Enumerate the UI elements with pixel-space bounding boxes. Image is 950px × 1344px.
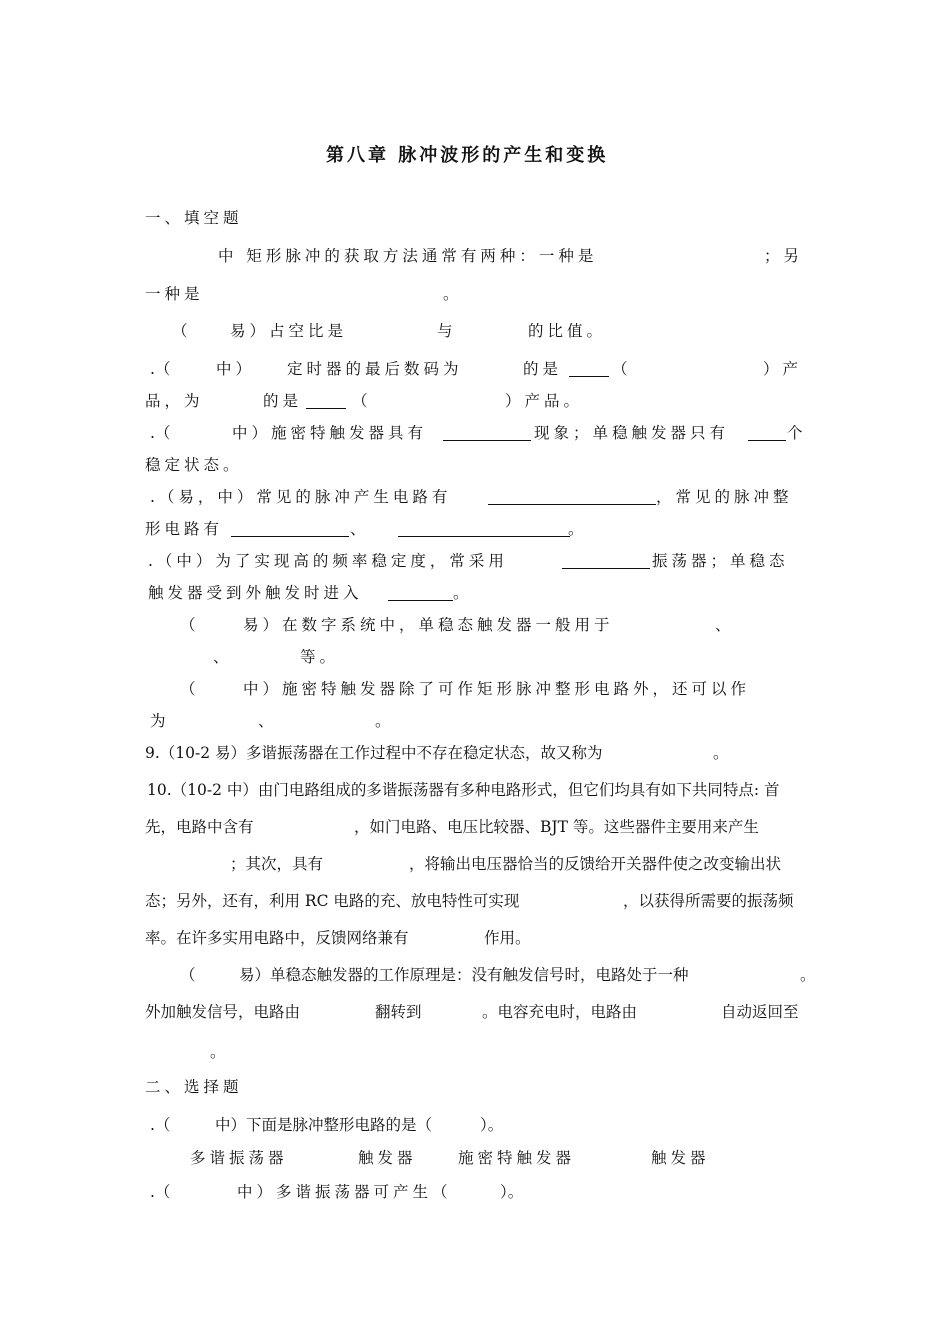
blank <box>388 585 453 601</box>
choice-q1-option-b: 触发器 <box>358 1149 417 1167</box>
fill-line-19a: ；其次，具有 <box>230 855 324 873</box>
fill-line-6a: .（ <box>150 424 171 442</box>
fill-line-11a: 触发器受到外触发时进入 <box>148 584 363 602</box>
fill-line-20a: 态；另外，还有，利用 RC 电路的充、放电特性可实现 <box>145 892 520 910</box>
blank <box>443 425 531 441</box>
blank <box>488 489 656 505</box>
fill-line-13b: 等。 <box>300 648 340 666</box>
fill-line-15c: 。 <box>375 712 391 730</box>
section-heading-choice: 二、选择题 <box>145 1078 243 1096</box>
blank <box>562 553 650 569</box>
fill-line-22b: 易）单稳态触发器的工作原理是：没有触发信号时，电路处于一种 <box>239 966 689 984</box>
fill-line-18a: 先，电路中含有 <box>145 818 254 836</box>
choice-q2b: 中）多谐振荡器可产生（ <box>237 1183 452 1201</box>
fill-line-4a: .（ <box>150 360 171 378</box>
fill-line-4c: 定时器的最后数码为 <box>287 360 463 378</box>
fill-line-6d: 个 <box>787 424 803 442</box>
fill-line-23b: 翻转到 <box>375 1003 422 1021</box>
fill-line-14b: 中）施密特触发器除了可作矩形脉冲整形电路外，还可以作 <box>243 680 751 698</box>
fill-line-15a: 为 <box>150 712 166 730</box>
blank <box>231 521 349 537</box>
fill-line-10a: .（中）为了实现高的频率稳定度，常采用 <box>148 552 508 570</box>
blank <box>306 393 346 409</box>
fill-line-17a: 10.（10-2 中）由门电路组成的多谐振荡器有多种电路形式，但它们均具有如下共同特点: 首 <box>147 781 780 799</box>
fill-line-9a: 形电路有 <box>145 520 224 538</box>
fill-line-5d: ）产品。 <box>505 392 584 410</box>
choice-q1-option-c: 施密特触发器 <box>458 1149 576 1167</box>
fill-line-3c: 与 <box>437 322 453 340</box>
fill-line-21b: 作用。 <box>484 929 531 947</box>
fill-line-23a: 外加触发信号，电路由 <box>145 1003 301 1021</box>
fill-line-3b: 易）占空比是 <box>230 322 348 340</box>
fill-line-22c: 。 <box>800 966 816 984</box>
choice-q1c: ）。 <box>480 1116 504 1134</box>
choice-q2c: ）。 <box>500 1183 524 1201</box>
fill-line-5a: 品，为 <box>145 392 204 410</box>
section-heading-fill-in: 一、填空题 <box>145 209 243 227</box>
fill-line-20b: ，以获得所需要的振荡频 <box>623 892 794 910</box>
fill-line-23c: 。电容充电时，电路由 <box>482 1003 638 1021</box>
fill-line-9b: 、 <box>350 520 366 538</box>
fill-line-12a: （ <box>180 616 196 634</box>
fill-line-10b: 振荡器；单稳态 <box>652 552 789 570</box>
choice-q2a: .（ <box>150 1183 171 1201</box>
fill-line-1b: ；另 <box>764 247 804 265</box>
choice-q1-option-a: 多谐振荡器 <box>190 1149 288 1167</box>
fill-line-4f: ）产 <box>763 360 803 378</box>
fill-line-8a: .（易，中）常见的脉冲产生电路有 <box>150 488 452 506</box>
fill-line-3d: 的比值。 <box>528 322 607 340</box>
choice-q1-option-d: 触发器 <box>651 1149 710 1167</box>
fill-line-4d: 的是 <box>523 360 563 378</box>
fill-line-13a: 、 <box>213 648 229 666</box>
fill-line-7a: 稳定状态。 <box>145 456 243 474</box>
choice-q1a: .（ <box>150 1116 171 1134</box>
fill-line-18b: ，如门电路、电压比较器、BJT 等。这些器件主要用来产生 <box>354 818 759 836</box>
fill-line-5b: 的是 <box>263 392 303 410</box>
fill-line-5c: （ <box>352 392 368 410</box>
fill-line-3a: （ <box>172 322 188 340</box>
fill-line-9c: 。 <box>568 520 584 538</box>
blank <box>398 521 570 537</box>
fill-line-19b: ，将输出电压器恰当的反馈给开关器件使之改变输出状 <box>409 855 782 873</box>
fill-line-4e: （ <box>612 360 628 378</box>
choice-q1b: 中）下面是脉冲整形电路的是（ <box>215 1116 433 1134</box>
fill-line-11b: 。 <box>453 584 469 602</box>
fill-line-14a: （ <box>180 680 196 698</box>
fill-line-16b: 。 <box>713 744 729 762</box>
page-title: 第八章 脉冲波形的产生和变换 <box>326 145 609 166</box>
fill-line-4b: 中） <box>216 360 256 378</box>
fill-line-16a: 9.（10-2 易）多谐振荡器在工作过程中不存在稳定状态，故又称为 <box>145 744 603 762</box>
fill-line-6b: 中）施密特触发器具有 <box>232 424 428 442</box>
fill-line-2a: 一种是 <box>145 285 204 303</box>
fill-line-22a: （ <box>180 966 196 984</box>
fill-line-1a: 中 矩形脉冲的获取方法通常有两种：一种是 <box>218 247 598 265</box>
blank <box>748 425 786 441</box>
fill-line-23d: 自动返回至 <box>721 1003 799 1021</box>
fill-line-12b: 易）在数字系统中，单稳态触发器一般用于 <box>243 616 614 634</box>
fill-line-24a: 。 <box>210 1043 226 1061</box>
fill-line-2b: 。 <box>443 285 459 303</box>
fill-line-12c: 、 <box>715 616 731 634</box>
fill-line-6c: 现象；单稳触发器只有 <box>534 424 730 442</box>
fill-line-15b: 、 <box>258 712 274 730</box>
fill-line-8b: ，常见的脉冲整 <box>656 488 793 506</box>
blank <box>569 361 609 377</box>
fill-line-21a: 率。在许多实用电路中，反馈网络兼有 <box>145 929 409 947</box>
